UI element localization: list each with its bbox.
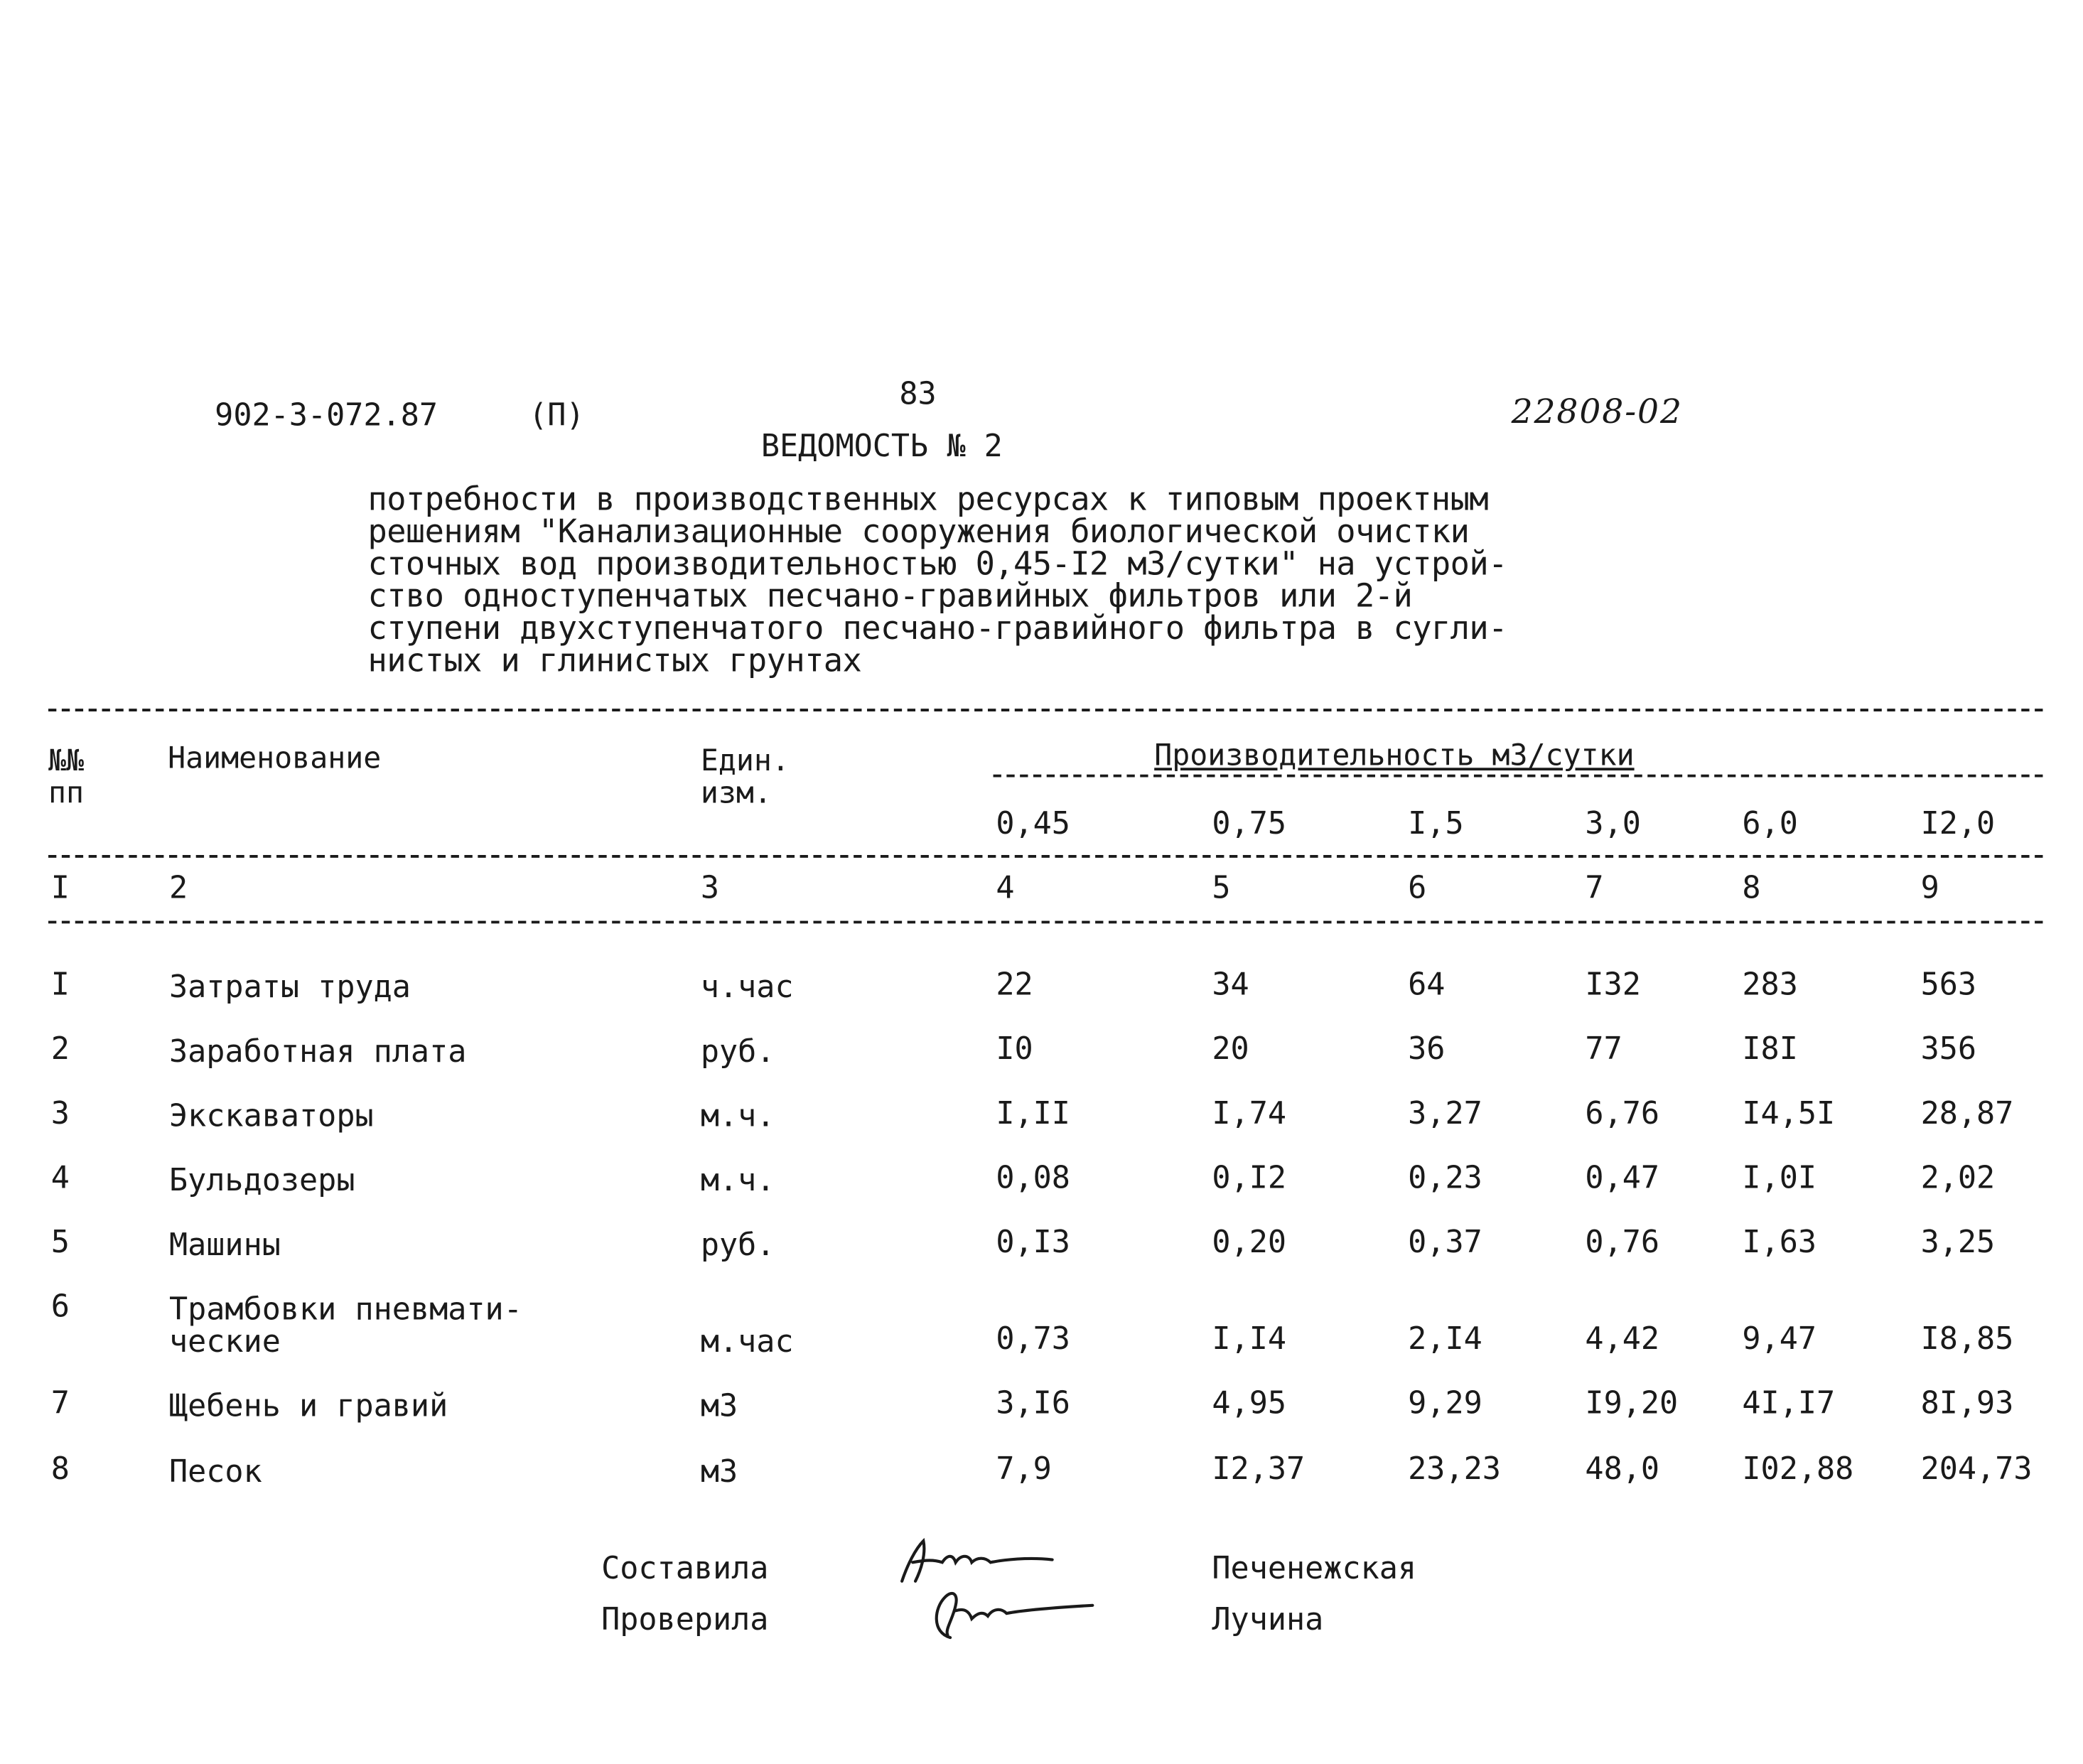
- row-value: 0,73: [996, 1322, 1070, 1357]
- column-number: 7: [1585, 871, 1604, 906]
- column-number: 2: [168, 871, 188, 906]
- row-num: 3: [50, 1096, 70, 1132]
- table-rule-header: [48, 855, 2042, 858]
- page-number: 83: [899, 377, 937, 412]
- row-value: 2,02: [1920, 1161, 1996, 1196]
- capacity-group-label: Производительность м3/сутки: [1151, 741, 1637, 773]
- row-value: 0,I3: [996, 1225, 1070, 1261]
- row-name: Экскаваторы: [168, 1099, 374, 1134]
- row-num: 8: [50, 1452, 70, 1488]
- col-num-header: пп: [48, 777, 85, 811]
- table-rule-top: [48, 709, 2042, 711]
- row-name: Трамбовки пневмати-: [168, 1292, 522, 1328]
- column-number: 3: [700, 871, 720, 906]
- capacity-header: 0,45: [996, 807, 1070, 842]
- row-value: I4,5I: [1742, 1096, 1836, 1132]
- sheet-number: 22808-02: [1511, 392, 1683, 431]
- capacity-group-header: [994, 741, 2043, 782]
- row-value: 4I,I7: [1742, 1386, 1836, 1422]
- row-value: I,0I: [1742, 1161, 1817, 1196]
- row-num: 6: [50, 1289, 70, 1325]
- row-value: 8I,93: [1920, 1386, 2014, 1422]
- col-unit-header: изм.: [700, 777, 772, 811]
- capacity-header: I,5: [1408, 807, 1464, 842]
- caption-line: ство одноступенчатых песчано-гравийных фильтров или 2-й: [367, 577, 1413, 615]
- column-number: 6: [1408, 871, 1427, 906]
- capacity-header: 6,0: [1742, 807, 1798, 842]
- row-unit: ч.час: [700, 970, 794, 1006]
- page-title: ВЕДОМОСТЬ № 2: [760, 429, 1003, 465]
- row-value: I,II: [996, 1096, 1070, 1132]
- row-unit: руб.: [700, 1228, 775, 1264]
- row-value: 7,9: [996, 1452, 1052, 1488]
- capacity-header: 3,0: [1585, 807, 1641, 842]
- row-value: I32: [1585, 967, 1641, 1003]
- row-name: ческие: [168, 1325, 281, 1360]
- row-name: Затраты труда: [168, 970, 411, 1006]
- row-num: 7: [50, 1386, 70, 1422]
- column-number: 9: [1920, 871, 1939, 906]
- row-name: Песок: [168, 1455, 262, 1490]
- row-num: 5: [50, 1225, 70, 1261]
- doc-part: (П): [529, 398, 585, 434]
- table-rule-colnums: [48, 921, 2042, 924]
- column-number: 5: [1212, 871, 1231, 906]
- row-value: 0,08: [996, 1161, 1070, 1196]
- row-name: Щебень и гравий: [168, 1389, 448, 1424]
- row-name: Машины: [168, 1228, 281, 1264]
- row-unit: м3: [700, 1455, 738, 1490]
- row-value: I,63: [1742, 1225, 1817, 1261]
- compiled-label: Составила: [601, 1551, 769, 1587]
- row-value: 3,I6: [996, 1386, 1070, 1422]
- row-value: I9,20: [1585, 1386, 1679, 1422]
- row-name: Бульдозеры: [168, 1163, 355, 1199]
- row-value: 34: [1212, 967, 1249, 1003]
- row-value: 0,I2: [1212, 1161, 1287, 1196]
- col-num-header: №№: [48, 745, 85, 779]
- row-name: Заработная плата: [168, 1035, 467, 1070]
- caption-line: нистых и глинистых грунтах: [367, 641, 862, 679]
- column-number: I: [50, 871, 70, 906]
- row-value: I2,37: [1212, 1452, 1306, 1488]
- row-value: I0: [996, 1032, 1033, 1067]
- row-unit: м3: [700, 1389, 738, 1424]
- row-value: 0,23: [1408, 1161, 1482, 1196]
- row-value: 0,76: [1585, 1225, 1660, 1261]
- col-name-header: Наименование: [168, 742, 382, 776]
- row-value: 9,29: [1408, 1386, 1482, 1422]
- row-value: 0,37: [1408, 1225, 1482, 1261]
- checked-name: Лучина: [1212, 1602, 1324, 1638]
- checked-label: Проверила: [601, 1602, 769, 1638]
- column-number: 4: [996, 871, 1015, 906]
- row-value: 283: [1742, 967, 1798, 1003]
- row-value: I,74: [1212, 1096, 1287, 1132]
- row-value: 23,23: [1408, 1452, 1501, 1488]
- row-value: 356: [1920, 1032, 1977, 1067]
- row-value: 6,76: [1585, 1096, 1660, 1132]
- caption-line: потребности в производственных ресурсах к типовым проектным: [367, 480, 1489, 518]
- row-value: 64: [1408, 967, 1446, 1003]
- row-unit: м.ч.: [700, 1099, 775, 1134]
- row-num: 4: [50, 1161, 70, 1196]
- capacity-header: 0,75: [1212, 807, 1287, 842]
- row-value: 48,0: [1585, 1452, 1660, 1488]
- row-unit: м.ч.: [700, 1163, 775, 1199]
- row-value: 77: [1585, 1032, 1622, 1067]
- row-value: 28,87: [1920, 1096, 2014, 1132]
- row-value: 204,73: [1920, 1452, 2033, 1488]
- capacity-header: I2,0: [1920, 807, 1996, 842]
- row-value: 563: [1920, 967, 1977, 1003]
- row-value: 3,25: [1920, 1225, 1996, 1261]
- row-value: 4,95: [1212, 1386, 1287, 1422]
- row-value: 2,I4: [1408, 1322, 1482, 1357]
- caption-line: ступени двухступенчатого песчано-гравийного фильтра в сугли-: [367, 609, 1507, 647]
- doc-code: 902-3-072.87: [215, 398, 438, 434]
- row-value: 22: [996, 967, 1033, 1003]
- row-unit: руб.: [700, 1035, 775, 1070]
- row-value: 20: [1212, 1032, 1249, 1067]
- row-value: I8I: [1742, 1032, 1798, 1067]
- caption-line: решениям "Канализационные сооружения биологической очистки: [367, 512, 1470, 551]
- row-value: 0,47: [1585, 1161, 1660, 1196]
- col-unit-header: Един.: [700, 745, 790, 779]
- checked-signature: [926, 1579, 1101, 1645]
- row-value: 36: [1408, 1032, 1446, 1067]
- compiled-name: Печенежская: [1212, 1551, 1417, 1587]
- row-value: 9,47: [1742, 1322, 1817, 1357]
- row-num: I: [50, 967, 70, 1003]
- column-number: 8: [1742, 871, 1761, 906]
- row-value: I8,85: [1920, 1322, 2014, 1357]
- row-value: I,I4: [1212, 1322, 1287, 1357]
- caption-line: сточных вод производительностью 0,45-I2 м3/сутки" на устрой-: [367, 544, 1507, 583]
- row-num: 2: [50, 1032, 70, 1067]
- row-value: 0,20: [1212, 1225, 1287, 1261]
- row-value: I02,88: [1742, 1452, 1854, 1488]
- row-value: 3,27: [1408, 1096, 1482, 1132]
- row-unit: м.час: [700, 1325, 794, 1360]
- row-value: 4,42: [1585, 1322, 1660, 1357]
